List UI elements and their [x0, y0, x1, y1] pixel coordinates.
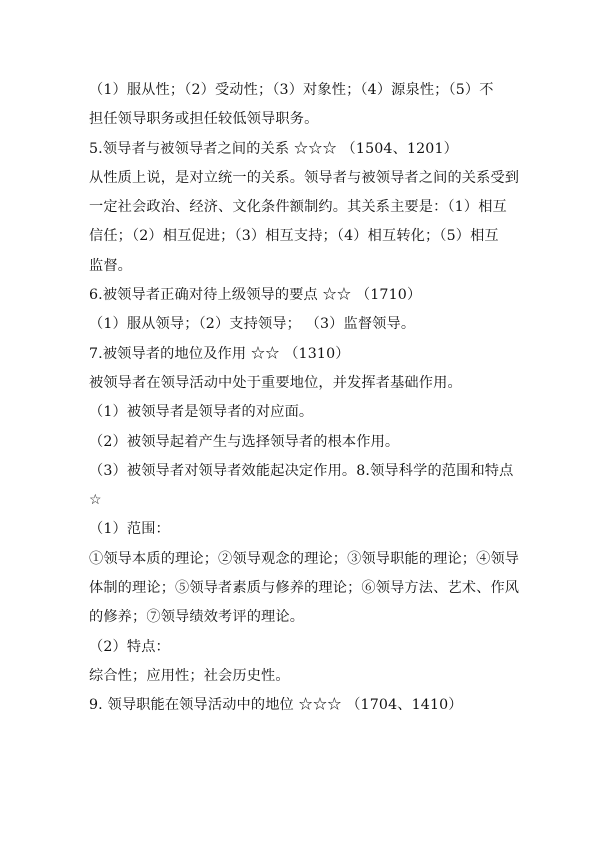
text-line: （1）被领导者是领导者的对应面。 — [89, 404, 314, 421]
text-line: 综合性；应用性；社会历史性。 — [89, 667, 290, 684]
text-line: （1）服从性；（2）受动性；（3）对象性；（4）源泉性；（5）不 — [89, 82, 494, 98]
text-line: （3）被领导者对领导者效能起决定作用。8.领导科学的范围和特点 — [89, 462, 514, 479]
section-heading: 9. 领导职能在领导活动中的地位 ☆☆☆ （1704、1410） — [89, 697, 463, 714]
text-line: （1）范围： — [89, 521, 170, 538]
section-heading: 5.领导者与被领导者之间的关系 ☆☆☆ （1504、1201） — [89, 140, 458, 157]
text-line: 担任领导职务或担任较低领导职务。 — [89, 111, 319, 128]
text-line: ①领导本质的理论；②领导观念的理论；③领导职能的理论；④领导 — [89, 550, 520, 567]
text-line: 信任；（2）相互促进；（3）相互支持；（4）相互转化；（5）相互 — [89, 228, 499, 245]
text-line: 从性质上说，是对立统一的关系。领导者与被领导者之间的关系受到 — [89, 169, 520, 186]
section-heading: 6.被领导者正确对待上级领导的要点 ☆☆ （1710） — [89, 287, 422, 304]
star-rating: ☆ — [89, 492, 102, 509]
text-line: （2）被领导起着产生与选择领导者的根本作用。 — [89, 433, 400, 450]
text-line: 体制的理论；⑤领导者素质与修养的理论；⑥领导方法、艺术、作风 — [89, 580, 520, 597]
text-line: （2）特点： — [89, 638, 170, 655]
text-line: 一定社会政治、经济、文化条件额制约。其关系主要是：（1）相互 — [89, 199, 507, 216]
text-line: 被领导者在领导活动中处于重要地位，并发挥者基础作用。 — [89, 374, 462, 391]
text-line: 的修养；⑦领导绩效考评的理论。 — [89, 609, 305, 626]
text-line: 监督。 — [89, 257, 133, 274]
section-heading: 7.被领导者的地位及作用 ☆☆ （1310） — [89, 345, 350, 362]
document-page — [89, 76, 519, 721]
text-line: （1）服从领导；（2）支持领导； （3）监督领导。 — [89, 316, 416, 333]
